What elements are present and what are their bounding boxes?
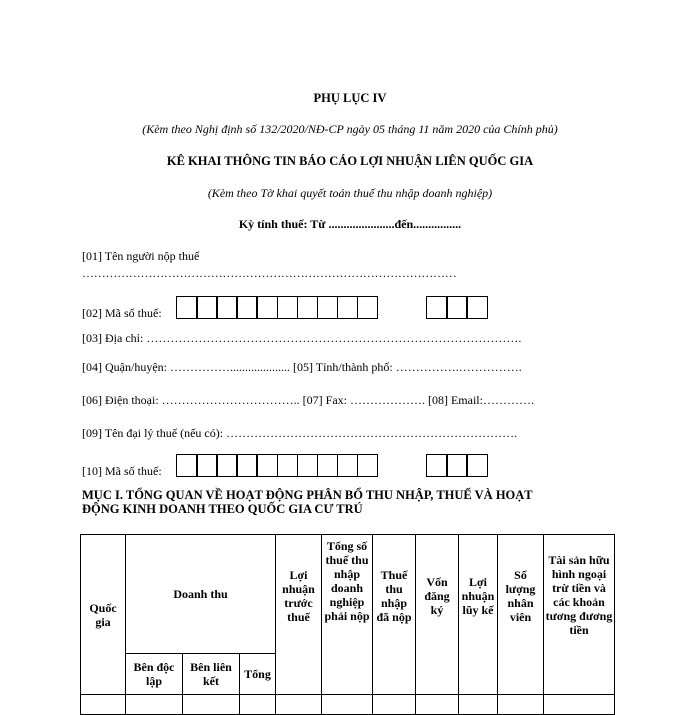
col-country: Quốc gia <box>81 535 126 695</box>
col-tax-paid: Thuế thu nhập đã nộp <box>373 535 416 695</box>
tax-period: Kỳ tính thuế: Từ ......................đến................ <box>238 217 462 231</box>
table-cell[interactable] <box>81 695 126 715</box>
table-cell[interactable] <box>416 695 459 715</box>
agent-tax-code-label: [10] Mã số thuế: <box>82 464 162 478</box>
table-cell[interactable] <box>240 695 276 715</box>
col-revenue-total: Tổng <box>240 654 276 695</box>
table-cell[interactable] <box>544 695 615 715</box>
col-tangible-assets: Tài sản hữu hình ngoại trừ tiền và các khoản tương đương tiền <box>544 535 615 695</box>
table-cell[interactable] <box>276 695 322 715</box>
tax-code-suffix-boxes[interactable] <box>426 296 488 319</box>
taxpayer-name-field[interactable]: …………………………………………………………………………………… <box>82 266 457 280</box>
form-title: KÊ KHAI THÔNG TIN BÁO CÁO LỢI NHUẬN LIÊN QUỐC GIA <box>166 154 534 168</box>
col-profit-before-tax: Lợi nhuận trước thuế <box>276 535 322 695</box>
form-note: (Kèm theo Tờ khai quyết toán thuế thu nhập doanh nghiệp) <box>207 186 493 200</box>
tax-code-boxes[interactable] <box>176 296 378 319</box>
decree-note: (Kèm theo Nghị định số 132/2020/NĐ-CP ngày 05 tháng 11 năm 2020 của Chính phủ) <box>142 122 558 136</box>
agent-tax-code-suffix-boxes[interactable] <box>426 454 488 477</box>
col-total-tax-payable: Tổng số thuế thu nhập doanh nghiệp phải nộp <box>322 535 373 695</box>
district-province-field[interactable]: [04] Quận/huyện: …………….................... [05] Tỉnh/thành phố: …………….……………. <box>82 360 522 374</box>
taxpayer-name-label: [01] Tên người nộp thuế <box>82 249 200 263</box>
appendix-title: PHỤ LỤC IV <box>313 91 387 105</box>
table-cell[interactable] <box>183 695 240 715</box>
table-cell[interactable] <box>373 695 416 715</box>
section1-title-line2: ĐỘNG KINH DOANH THEO QUỐC GIA CƯ TRÚ <box>82 502 363 516</box>
col-accumulated-profit: Lợi nhuận lũy kế <box>459 535 498 695</box>
col-revenue: Doanh thu <box>126 535 276 654</box>
col-revenue-related: Bên liên kết <box>183 654 240 695</box>
table-cell[interactable] <box>459 695 498 715</box>
table-cell[interactable] <box>126 695 183 715</box>
tax-agent-field[interactable]: [09] Tên đại lý thuế (nếu có): ………………………………………………………………. <box>82 426 518 440</box>
table-cell[interactable] <box>322 695 373 715</box>
tax-code-label: [02] Mã số thuế: <box>82 306 162 320</box>
country-report-table <box>80 534 615 715</box>
address-field[interactable]: [03] Địa chỉ: …………………………………………………………………………………. <box>82 331 522 345</box>
agent-tax-code-boxes[interactable] <box>176 454 378 477</box>
table-cell[interactable] <box>498 695 544 715</box>
col-revenue-independent: Bên độc lập <box>126 654 183 695</box>
phone-fax-email-field[interactable]: [06] Điện thoại: …………………………….. [07] Fax: ………………. [08] Email:…………. <box>82 393 534 407</box>
col-registered-capital: Vốn đăng ký <box>416 535 459 695</box>
section1-title-line1: MỤC I. TỔNG QUAN VỀ HOẠT ĐỘNG PHÂN BỔ THU NHẬP, THUẾ VÀ HOẠT <box>82 488 533 502</box>
col-employees: Số lượng nhân viên <box>498 535 544 695</box>
